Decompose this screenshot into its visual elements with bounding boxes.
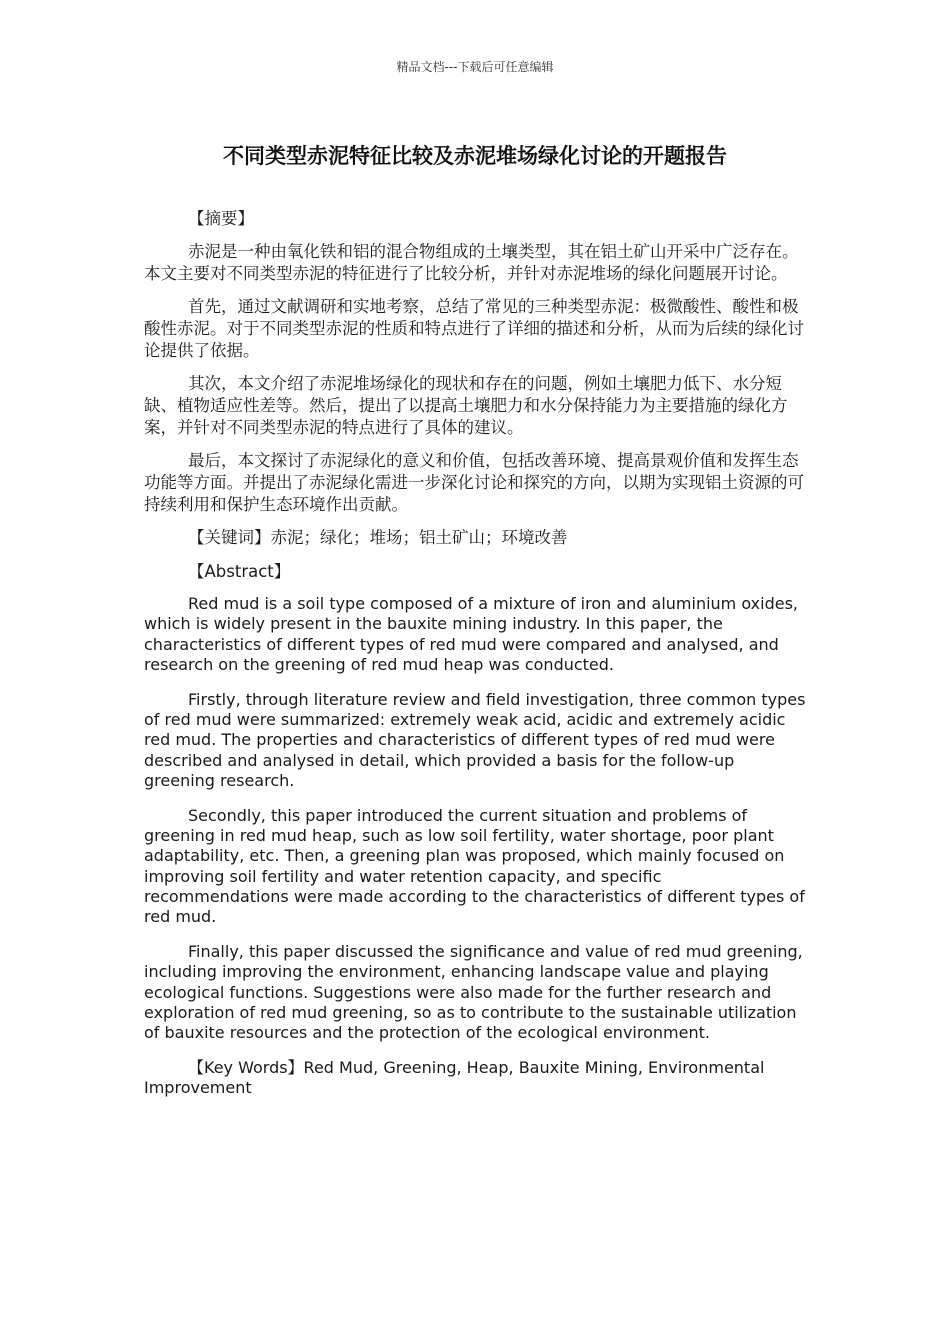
zh-keywords: 【关键词】赤泥；绿化；堆场；铝土矿山；环境改善 [188,528,568,547]
en-keywords: 【Key Words】Red Mud, Greening, Heap, Bauxite Mining, Environmental Improvement [144,1057,765,1098]
zh-paragraph-4: 最后，本文探讨了赤泥绿化的意义和价值，包括改善环境、提高景观价值和发挥生态功能等方面。并提出了赤泥绿化需进一步深化讨论和探究的方向，以期为实现铝土资源的可持续利用和保护生态环境作出贡献。 [144,451,804,514]
document-body [144,208,806,1113]
en-paragraph-2: Firstly, through literature review and field investigation, three common types of red mud were summarized: extremely weak acid, acidic and extremely acidic red mud. The properties and characteristics of different types of red mud were described and analysed in detail, which provided a basis for the follow-up greening research. [144,689,806,790]
en-abstract-heading: 【Abstract】 [188,562,291,581]
zh-abstract-heading: 【摘要】 [188,209,254,228]
zh-paragraph-2: 首先，通过文献调研和实地考察，总结了常见的三种类型赤泥：极微酸性、酸性和极酸性赤泥。对于不同类型赤泥的性质和特点进行了详细的描述和分析，从而为后续的绿化讨论提供了依据。 [144,297,804,360]
zh-paragraph-1: 赤泥是一种由氧化铁和铝的混合物组成的土壤类型，其在铝土矿山开采中广泛存在。本文主要对不同类型赤泥的特征进行了比较分析，并针对赤泥堆场的绿化问题展开讨论。 [144,242,799,283]
zh-paragraph-3: 其次，本文介绍了赤泥堆场绿化的现状和存在的问题，例如土壤肥力低下、水分短缺、植物适应性差等。然后，提出了以提高土壤肥力和水分保持能力为主要措施的绿化方案，并针对不同类型赤泥的特点进行了具体的建议。 [144,374,788,437]
en-paragraph-1: Red mud is a soil type composed of a mixture of iron and aluminium oxides, which is widely present in the bauxite mining industry. In this paper, the characteristics of different types of red mud were compared and analysed, and research on the greening of red mud heap was conducted. [144,594,798,674]
header-note: 精品文档---下载后可任意编辑 [396,60,554,74]
document-title: 不同类型赤泥特征比较及赤泥堆场绿化讨论的开题报告 [223,144,727,168]
en-paragraph-3: Secondly, this paper introduced the current situation and problems of greening in red mud heap, such as low soil fertility, water shortage, poor plant adaptability, etc. Then, a greening plan was proposed, which mainly focused on improving soil fertility and water retention capacity, and specific recommendations were made according to the characteristics of different types of red mud. [144,805,805,927]
en-paragraph-4: Finally, this paper discussed the significance and value of red mud greening, including improving the environment, enhancing landscape value and playing ecological functions. Suggestions were also made for the further research and exploration of red mud greening, so as to contribute to the sustainable utilization of bauxite resources and the protection of the ecological environment. [144,941,803,1043]
